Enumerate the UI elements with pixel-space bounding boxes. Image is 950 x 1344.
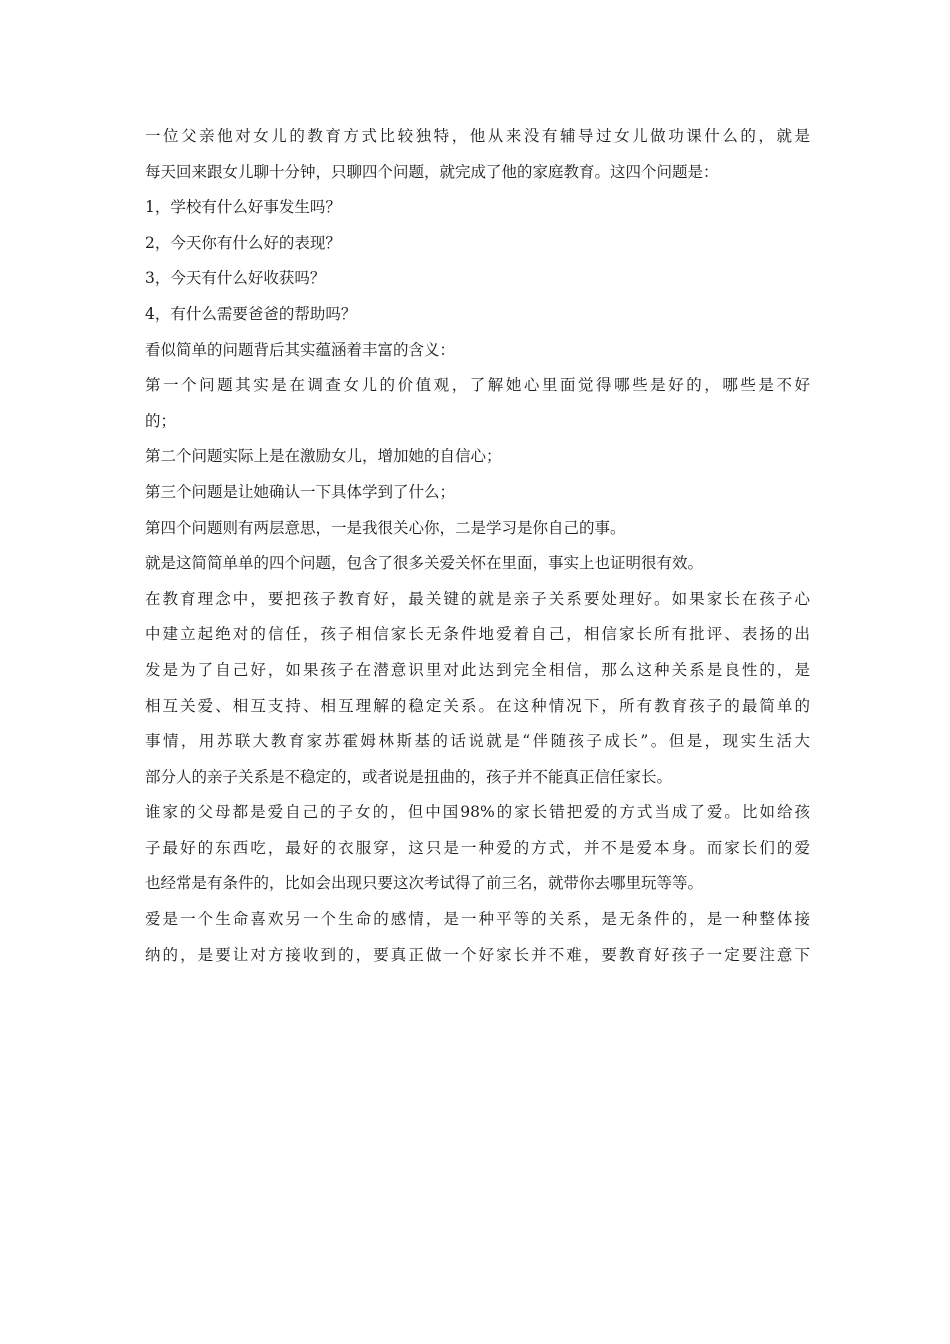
text-line: 的； xyxy=(145,411,177,430)
text-line: 事情，用苏联大教育家苏霍姆林斯基的话说就是“伴随孩子成长”。但是，现实生活大 xyxy=(145,732,810,751)
text-line: 纳的，是要让对方接收到的，要真正做一个好家长并不难，要教育好孩子一定要注意下 xyxy=(145,945,810,964)
text-line: 第四个问题则有两层意思，一是我很关心你，二是学习是你自己的事。 xyxy=(145,518,626,537)
text-line: 中建立起绝对的信任，孩子相信家长无条件地爱着自己，相信家长所有批评、表扬的出 xyxy=(145,625,810,644)
text-line: 3，今天有什么好收获吗？ xyxy=(145,269,326,288)
text-line: 第二个问题实际上是在激励女儿，增加她的自信心； xyxy=(145,447,502,466)
text-line: 部分人的亲子关系是不稳定的，或者说是扭曲的，孩子并不能真正信任家长。 xyxy=(145,767,673,786)
text-line: 就是这简简单单的四个问题，包含了很多关爱关怀在里面，事实上也证明很有效。 xyxy=(145,554,704,573)
text-line: 每天回来跟女儿聊十分钟，只聊四个问题，就完成了他的家庭教育。这四个问题是： xyxy=(145,162,719,181)
text-line: 4，有什么需要爸爸的帮助吗？ xyxy=(145,304,357,323)
text-line: 看似简单的问题背后其实蕴涵着丰富的含义： xyxy=(145,340,456,359)
text-line: 2，今天你有什么好的表现？ xyxy=(145,233,341,252)
text-line: 1，学校有什么好事发生吗？ xyxy=(145,198,341,217)
text-line: 发是为了自己好，如果孩子在潜意识里对此达到完全相信，那么这种关系是良性的，是 xyxy=(145,660,810,679)
text-line: 相互关爱、相互支持、相互理解的稳定关系。在这种情况下，所有教育孩子的最简单的 xyxy=(145,696,810,715)
text-line: 在教育理念中，要把孩子教育好，最关键的就是亲子关系要处理好。如果家长在孩子心 xyxy=(145,589,810,608)
text-line: 也经常是有条件的，比如会出现只要这次考试得了前三名，就带你去哪里玩等等。 xyxy=(145,874,704,893)
text-line: 子最好的东西吃，最好的衣服穿，这只是一种爱的方式，并不是爱本身。而家长们的爱 xyxy=(145,838,810,857)
text-line: 第一个问题其实是在调查女儿的价值观，了解她心里面觉得哪些是好的，哪些是不好 xyxy=(145,376,810,395)
text-line: 谁家的父母都是爱自己的子女的，但中国98%的家长错把爱的方式当成了爱。比如给孩 xyxy=(145,803,810,822)
text-line: 爱是一个生命喜欢另一个生命的感情，是一种平等的关系，是无条件的，是一种整体接 xyxy=(145,910,810,929)
document-body xyxy=(145,124,810,978)
text-line: 第三个问题是让她确认一下具体学到了什么； xyxy=(145,482,456,501)
text-line: 一位父亲他对女儿的教育方式比较独特，他从来没有辅导过女儿做功课什么的，就是 xyxy=(145,127,810,145)
